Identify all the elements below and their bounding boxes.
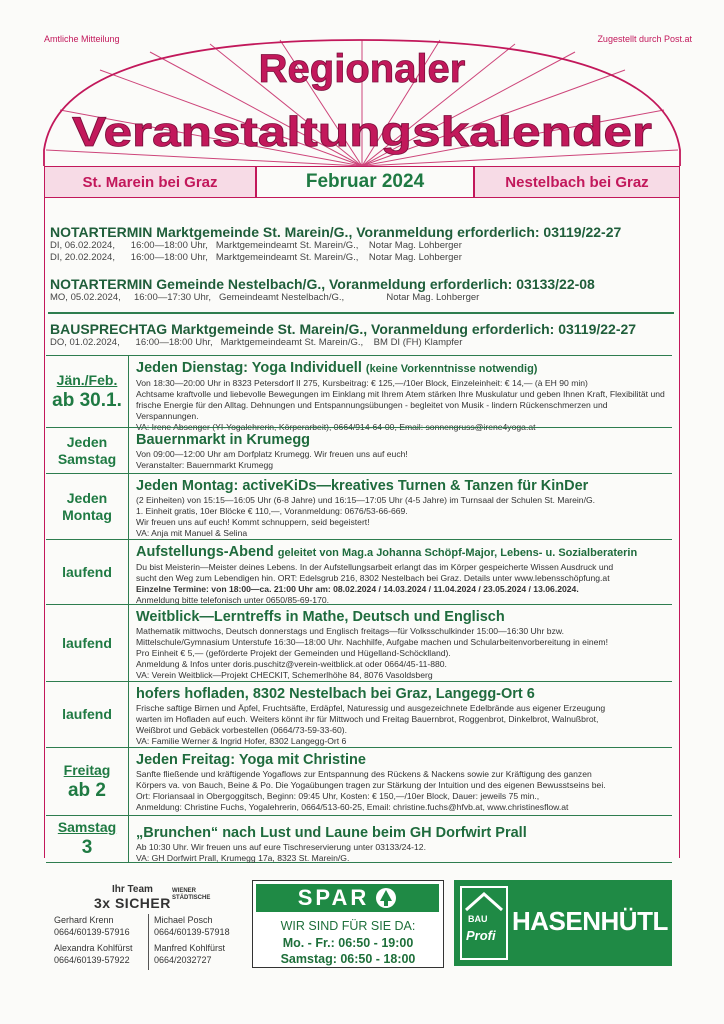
spar-ad: SPAR WIR SIND FÜR SIE DA: Mo. - Fr.: 06:50 - 19:00 Samstag: 06:50 - 18:00 [252,880,444,968]
event-row: Freitag ab 2 Jeden Freitag: Yoga mit Christine Sanfte fließende und kräftigende Yogaflows zur Entspannung des Rückens & Nackens sowie zur Kräftigung des ganzen Körpers va. von Bauch, Beine & Po. Die Yogaübungen tragen zur Stärkung der Intuition und des eigenen Bewusstseins bei. Ort: Floriansaal in Obergoggitsch, Beginn: 09:45 Uhr, Kosten: € 150,—/10er Block, Dauer: jeweils 75 min., Anmeldung: Christine Fuchs, Yogalehrerin, 0664/513-60-25, Email: christine.fuchs@hfvb.at, www.christinesflow.at [46,747,672,815]
spar-tree-icon [375,887,397,909]
event-date: Jeden Montag [46,474,129,539]
header-title-line1: Regionaler [258,47,466,91]
divider [48,312,674,314]
team-member: Gerhard Krenn 0664/60139-57916 [54,915,130,937]
event-date: Freitag ab 2 [46,748,129,815]
event-title: „Brunchen“ nach Lust und Laune beim GH Dorfwirt Prall [136,825,527,841]
team-member: Michael Posch 0664/60139-57918 [154,915,230,937]
event-title: Jeden Montag: activeKiDs—kreatives Turnen & Tanzen für KinDer [136,478,589,494]
event-row: Jän./Feb. ab 30.1. Jeden Dienstag: Yoga Individuell (keine Vorkenntnisse notwendig) Von 18:30—20:00 Uhr in 8323 Petersdorf II 275, Kursbeitrag: € 125,—/10er Block, Einzeleinheit: € 14,— (à EH 90 min) Achtsame kraftvolle und liebevolle Bewegungen im Einklang mit Ihrem Atem stärken Ihre Muskulatur und geben Ihnen Kraft, Flexibilität und frische Energie für den Alltag. Dehnungen und Entspannungsübungen - begleitet von Musik - lindern Rückenschmerzen und Verspannungen. VA: Irene Absenger (YI-Yogalehrerin, Körperarbeit), 0664/914-64-00, Email: sonnengruss@irene4yoga.at [46,355,672,427]
insurance-team-ad: Ihr Team 3x SICHER WIENER STÄDTISCHE Gerhard Krenn 0664/60139-57916 Michael Posch 0664/60139-57918 Alexandra Kohlfürst 0664/60139-57922 Manfred Kohlfürst 0664/2032727 [52,880,232,972]
event-date: laufend [46,540,129,604]
wiener-staedtische-logo: WIENER STÄDTISCHE [172,888,211,901]
event-date: Jeden Samstag [46,428,129,473]
event-row: Jeden Samstag Bauernmarkt in Krumegg Von 09:00—12:00 Uhr am Dorfplatz Krumegg. Wir freuen uns auf euch! Veranstalter: Bauernmarkt Krumegg [46,427,672,473]
notary-line: MO, 05.02.2024, 16:00—17:30 Uhr, Gemeindeamt Nestelbach/G., Notar Mag. Lohberger [50,292,480,303]
building-consultation-section [50,321,670,349]
municipality-right: Nestelbach bei Graz [474,166,680,198]
event-title: Aufstellungs-Abend geleitet von Mag.a Johanna Schöpf-Major, Lebens- u. Sozialberaterin [136,544,638,560]
event-title: hofers hofladen, 8302 Nestelbach bei Graz, Langegg-Ort 6 [136,686,535,702]
team-member: Manfred Kohlfürst 0664/2032727 [154,943,226,965]
hasenhuetl-ad [454,880,672,966]
team-member: Alexandra Kohlfürst 0664/60139-57922 [54,943,133,965]
event-row: Samstag 3 „Brunchen“ nach Lust und Laune beim GH Dorfwirt Prall Ab 10:30 Uhr. Wir freuen uns auf eure Tischreservierung unter 03133/24-12. VA: GH Dorfwirt Prall, Krumegg 17a, 8323 St. Marein/G. [46,815,672,863]
municipality-left: St. Marein bei Graz [44,166,256,198]
bauprofi-logo: BAU Profi [460,886,508,960]
consultation-heading: BAUSPRECHTAG Marktgemeinde St. Marein/G., Voranmeldung erforderlich: 03119/22-27 [50,321,637,337]
event-date: Jän./Feb. ab 30.1. [46,356,129,427]
notary-heading: NOTARTERMIN Marktgemeinde St. Marein/G., Voranmeldung erforderlich: 03119/22-27 [50,224,622,240]
event-title: Jeden Dienstag: Yoga Individuell (keine Vorkenntnisse notwendig) [136,360,538,376]
notary-line: DI, 20.02.2024, 16:00—18:00 Uhr, Marktgemeindeamt St. Marein/G., Notar Mag. Lohberger [50,252,462,263]
hasenhuetl-name: HASENHÜTL [512,906,668,936]
consultation-line: DO, 01.02.2024, 16:00—18:00 Uhr, Marktgemeindeamt St. Marein/G., BM DI (FH) Klampfer [50,337,463,348]
event-row: laufend hofers hofladen, 8302 Nestelbach bei Graz, Langegg-Ort 6 Frische saftige Birnen und Äpfel, Fruchtsäfte, Erdäpfel, Naturessig und ausgezeichnete Edelbrände aus eigener Erzeugung warten im Hofladen auf euch. Weiters könnt ihr für Mittwoch und Freitag Bauernbrot, Roggenbrot, Dinkelbrot, Walnußbrot, Weißbrot und Gebäck vorbestellen (0664/73-59-33-60). VA: Familie Werner & Ingrid Hofer, 8302 Langegg-Ort 6 [46,681,672,747]
official-notice-label: Amtliche Mitteilung [44,34,120,44]
notary-line: DI, 06.02.2024, 16:00—18:00 Uhr, Marktgemeindeamt St. Marein/G., Notar Mag. Lohberger [50,240,462,251]
header-title-line2: Veranstaltungskalender [72,108,652,155]
event-date: laufend [46,682,129,747]
notary-heading: NOTARTERMIN Gemeinde Nestelbach/G., Voranmeldung erforderlich: 03133/22-08 [50,276,595,292]
notary-section-2 [50,276,670,304]
event-row: Jeden Montag Jeden Montag: activeKiDs—kreatives Turnen & Tanzen für KinDer (2 Einheiten) von 15:15—16:05 Uhr (6-8 Jahre) und 16:15—17:05 Uhr (4-5 Jahre) im Turnsaal der Schulen St. Marein/G. 1. Einheit gratis, 10er Blöcke € 110,—, Voranmeldung: 0676/53-66-669. Wir freuen uns auf euch! Kommt schnuppern, seid begeistert! VA: Anja mit Manuel & Selina [46,473,672,539]
event-row: laufend Aufstellungs-Abend geleitet von Mag.a Johanna Schöpf-Major, Lebens- u. Sozialberaterin Du bist Meisterin—Meister deines Lebens. In der Aufstellungsarbeit erlangt das im Körper gespeicherte Wissen Ausdruck und sucht den Weg zum Lebendigen hin. ORT: Edelsgrub 216, 8302 Nestelbach bei Graz. Details unter www.lebensschöpfung.at Einzelne Termine: von 18:00—ca. 21:00 Uhr am: 08.02.2024 / 14.03.2024 / 11.04.2024 / 23.05.2024 / 13.06.2024. Anmeldung bitte telefonisch unter 0650/85-69-170. [46,539,672,604]
delivery-note-label: Zugestellt durch Post.at [597,34,692,44]
event-date: Samstag 3 [46,816,129,862]
event-title: Jeden Freitag: Yoga mit Christine [136,752,366,768]
event-title: Weitblick—Lerntreffs in Mathe, Deutsch und Englisch [136,609,505,625]
event-date: laufend [46,605,129,681]
divider [148,914,149,970]
month-label: Februar 2024 [256,166,474,198]
notary-section-1 [50,224,670,264]
event-title: Bauernmarkt in Krumegg [136,432,311,448]
event-row: laufend Weitblick—Lerntreffs in Mathe, Deutsch und Englisch Mathematik mittwochs, Deutsch donnerstags und Englisch freitags—für Volksschulkinder 15:00—16:30 Uhr bzw. Mittelschule/Gymnasium Unterstufe 16:30—18:00 Uhr. Nachhilfe, Aufgabe machen und Schularbeitenvorbereitung in einem! Pro Einheit € 5,— (geförderte Projekt der Gemeinden und Hügelland-Schöcklland). Anmeldung & Infos unter doris.puschitz@verein-weitblick.at oder 0664/45-11-880. VA: Verein Weitblick—Projekt CHECKIT, Schemerlhöhe 84, 8076 Vasoldsberg [46,604,672,681]
spar-logo: SPAR [256,884,439,912]
